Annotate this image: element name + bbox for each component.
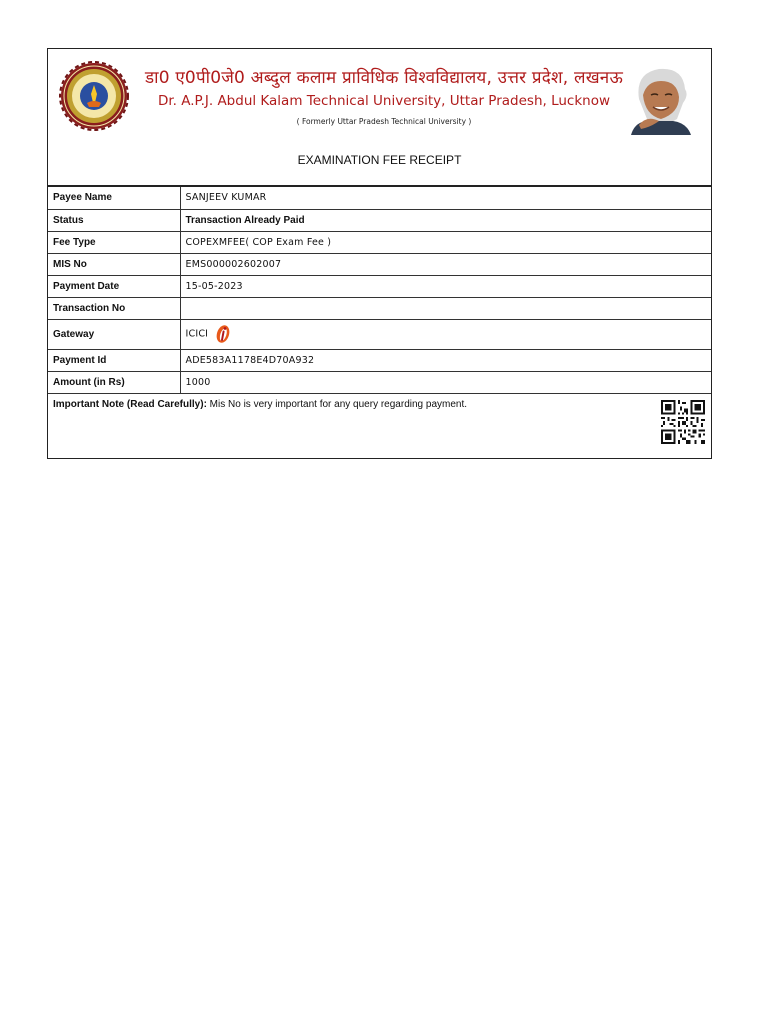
transaction-no-label: Transaction No: [48, 297, 180, 319]
transaction-no-value: [180, 297, 711, 319]
qr-code-icon: [661, 400, 705, 444]
receipt-details-table: [48, 187, 711, 394]
status-value: Transaction Already Paid: [180, 209, 711, 231]
apj-abdul-kalam-portrait: [625, 59, 697, 135]
mis-no-label: MIS No: [48, 253, 180, 275]
formerly-note: ( Formerly Uttar Pradesh Technical University ): [296, 117, 472, 126]
payee-name-label: Payee Name: [48, 187, 180, 209]
table-row: [48, 319, 711, 349]
receipt-header: [48, 49, 711, 187]
mis-no-value: EMS000002602007: [180, 253, 711, 275]
important-note-text: Mis No is very important for any query regarding payment.: [206, 398, 468, 410]
table-row: [48, 275, 711, 297]
table-row: [48, 231, 711, 253]
payment-id-value: ADE583A1178E4D70A932: [180, 349, 711, 371]
university-seal-icon: [59, 61, 129, 131]
payee-name-value: SANJEEV KUMAR: [180, 187, 711, 209]
table-row: [48, 349, 711, 371]
fee-type-value: COPEXMFEE( COP Exam Fee ): [180, 231, 711, 253]
table-row: [48, 209, 711, 231]
table-row: [48, 297, 711, 319]
gateway-value: ICICI: [185, 328, 209, 340]
gateway-label: Gateway: [48, 319, 180, 349]
table-row: [48, 253, 711, 275]
fee-receipt: [47, 48, 712, 459]
important-note-label: Important Note (Read Carefully):: [53, 398, 207, 410]
university-name-hindi: डा0 ए0पी0जे0 अब्दुल कलाम प्राविधिक विश्वविद्यालय, उत्तर प्रदेश, लखनऊ: [145, 68, 623, 88]
status-label: Status: [48, 209, 180, 231]
gateway-value-cell: [180, 319, 711, 349]
payment-date-value: 15-05-2023: [180, 275, 711, 297]
table-row: [48, 187, 711, 209]
payment-id-label: Payment Id: [48, 349, 180, 371]
amount-label: Amount (in Rs): [48, 371, 180, 393]
fee-type-label: Fee Type: [48, 231, 180, 253]
important-note: [48, 394, 711, 451]
icici-logo-icon: [215, 324, 231, 344]
university-name-english: Dr. A.P.J. Abdul Kalam Technical University, Uttar Pradesh, Lucknow: [157, 93, 611, 109]
table-row: [48, 371, 711, 393]
receipt-title: EXAMINATION FEE RECEIPT: [297, 153, 462, 167]
payment-date-label: Payment Date: [48, 275, 180, 297]
amount-value: 1000: [180, 371, 711, 393]
